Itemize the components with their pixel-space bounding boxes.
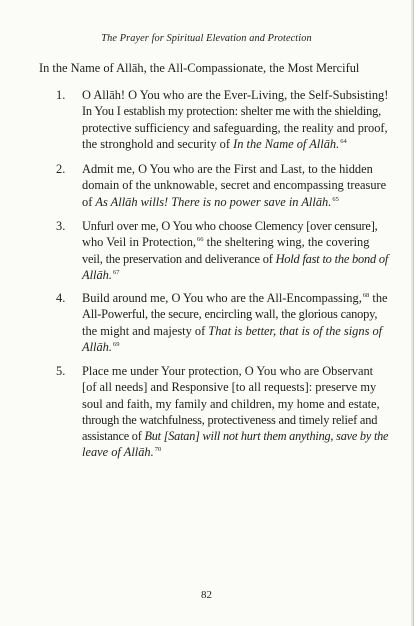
paragraph-text: [82, 290, 388, 355]
footnote-marker: 64: [340, 137, 347, 145]
text-line: [82, 177, 388, 193]
text-line: [82, 136, 388, 152]
text-run: domain of the unknowable, secret and encompassing treasure: [82, 178, 387, 193]
text-line: [82, 120, 388, 136]
text-line: [82, 87, 388, 103]
quoted-phrase: In the Name of Allāh.: [233, 136, 340, 151]
paragraph-number: 1.: [56, 88, 66, 102]
quoted-phrase: But [Satan] will not hurt them anything, save by the: [144, 429, 389, 444]
text-line: [82, 306, 388, 322]
footnote-marker: 68: [362, 292, 370, 299]
text-run: O Allāh! O You who are the Ever-Living, the Self-Subsisting!: [82, 88, 389, 102]
footnote-marker: 70: [154, 446, 162, 454]
text-run: Place me under Your protection, O You who are Observant: [82, 364, 374, 378]
text-line: [82, 267, 388, 283]
text-line: [82, 396, 388, 412]
page-edge: [411, 0, 413, 626]
quoted-phrase: That is better, that is of the signs of: [208, 323, 383, 338]
footnote-marker: 66: [197, 236, 204, 244]
running-head: The Prayer for Spiritual Elevation and Protection: [101, 33, 312, 44]
quoted-phrase: leave of Allāh.: [82, 445, 154, 460]
text-line: [82, 290, 388, 306]
text-run: assistance of: [82, 429, 145, 444]
footnote-marker: 65: [332, 195, 339, 203]
text-line: [82, 323, 388, 339]
text-run: of: [82, 194, 96, 209]
paragraph-number: 4.: [56, 291, 66, 305]
text-run: Admit me, O You who are the First and Last, to the hidden: [82, 162, 373, 176]
text-run: All-Powerful, the secure, encircling wall, the glorious canopy,: [82, 307, 378, 322]
text-run: the sheltering wing, the covering: [203, 235, 370, 250]
text-run: Build around me, O You who are the All-Encompassing,: [82, 291, 362, 305]
text-line: [82, 363, 388, 379]
quoted-phrase: Hold fast to the bond of: [275, 251, 389, 266]
quoted-phrase: As Allāh wills! There is no power save in Allāh.: [95, 194, 332, 209]
paragraph-text: [82, 363, 388, 461]
text-line: [82, 194, 388, 210]
text-run: the stronghold and security of: [82, 136, 234, 151]
text-run: Unfurl over me, O You who choose Clemency [over censure],: [82, 219, 378, 233]
paragraph-text: [82, 161, 388, 210]
text-run: the might and majesty of: [82, 323, 209, 338]
text-line: [82, 444, 388, 460]
text-run: [of all needs] and Responsive [to all requests]: preserve my: [82, 380, 377, 395]
text-line: [82, 379, 388, 395]
text-line: [82, 234, 388, 250]
text-line: [82, 103, 388, 119]
text-line: [82, 412, 388, 428]
text-line: [82, 251, 388, 267]
paragraph-number: 3.: [56, 219, 66, 233]
text-line: [82, 428, 389, 444]
text-run: through the watchfulness, protectiveness and timely relief and: [82, 412, 378, 427]
paragraph-text: [82, 218, 388, 283]
paragraph-number: 2.: [56, 162, 66, 176]
text-run: who Veil in Protection,: [82, 235, 197, 250]
text-line: [82, 339, 388, 355]
quoted-phrase: Allāh.: [82, 267, 112, 282]
text-run: veil, the preservation and deliverance of: [82, 251, 276, 266]
paragraph-text: [82, 87, 388, 152]
text-line: [82, 161, 388, 177]
text-run: the: [369, 291, 388, 305]
text-run: protective sufficiency and safeguarding, the reality and proof,: [82, 120, 388, 135]
page-number: 82: [201, 589, 212, 601]
text-line: [82, 218, 388, 234]
basmala-invocation: In the Name of Allāh, the All-Compassionate, the Most Merciful: [39, 61, 360, 75]
quoted-phrase: Allāh.: [82, 339, 112, 354]
text-run: In You I establish my protection: shelter me with the shielding,: [82, 104, 381, 119]
paragraph-number: 5.: [56, 364, 66, 378]
footnote-marker: 67: [112, 268, 120, 276]
text-run: soul and faith, my family and children, my home and estate,: [82, 396, 380, 411]
footnote-marker: 69: [112, 340, 120, 348]
